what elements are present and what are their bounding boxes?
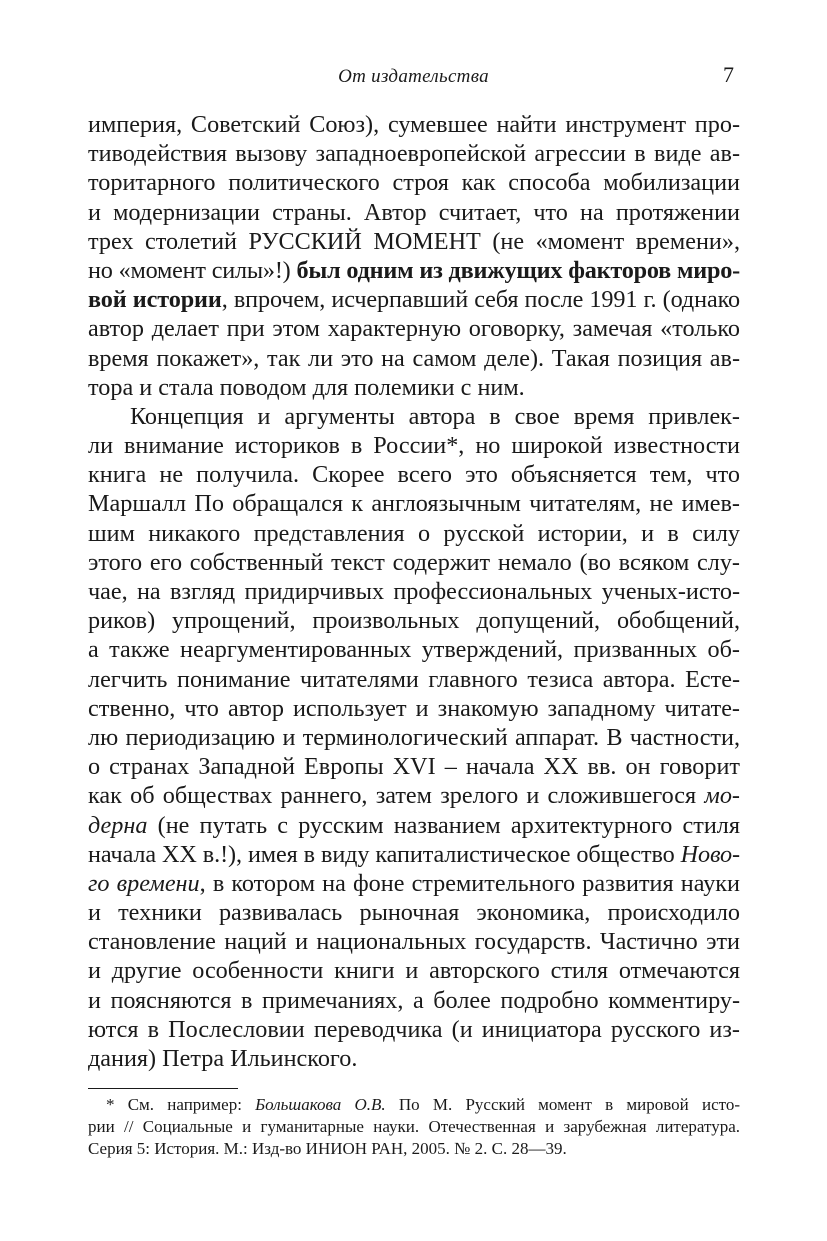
text-line: торитарного политического строя как способа мобилизации [88, 169, 740, 197]
text-line: становление наций и национальных государств. Частично эти [88, 928, 740, 956]
page-number: 7 [723, 62, 734, 87]
text-line: а также неаргументированных утверждений, призванных об- [88, 636, 740, 664]
italic-term: Ново- [680, 840, 740, 868]
text-segment: , в котором на фоне стремительного развития науки [199, 869, 740, 897]
bold-phrase: был одним из движущих факторов миро- [296, 256, 740, 284]
text-line [88, 781, 740, 810]
text-line: шим никакого представления о русской истории, и в силу [88, 519, 740, 547]
text-line: лю периодизацию и терминологический аппарат. В частности, [88, 723, 740, 751]
text-line [88, 285, 740, 314]
text-segment: (не путать с русским названием архитектурного стиля [147, 811, 740, 839]
bold-phrase: вой истории [88, 286, 222, 314]
text-segment: как об обществах раннего, затем зрелого и сложившегося [88, 782, 705, 810]
text-line: трех столетий РУССКИЙ МОМЕНТ (не «момент времени», [88, 227, 740, 255]
text-line: и модернизации страны. Автор считает, что на протяжении [88, 198, 740, 226]
italic-author: Большакова О.В. [255, 1095, 386, 1114]
running-title: От издательства [338, 66, 489, 87]
text-line: тора и стала поводом для полемики с ним. [88, 373, 525, 401]
text-segment: но «момент силы»!) [88, 256, 297, 284]
text-line: ственно, что автор использует и знакомую западному читате- [88, 694, 740, 722]
italic-term: дерна [88, 811, 148, 839]
text-line: этого его собственный текст содержит немало (во всяком слу- [88, 548, 740, 576]
text-line [88, 869, 740, 898]
text-line [88, 811, 740, 840]
text-line: и поясняются в примечаниях, а более подробно комментиру- [88, 986, 740, 1014]
text-line [88, 840, 740, 869]
italic-term: мо- [704, 782, 740, 810]
text-line: дания) Петра Ильинского. [88, 1045, 358, 1072]
text-line: риков) упрощений, произвольных допущений, обобщений, [88, 607, 740, 635]
text-line: ются в Послесловии переводчика (и инициатора русского из- [88, 1015, 740, 1043]
text-line: книга не получила. Скорее всего это объясняется тем, что [88, 461, 740, 489]
text-line: Концепция и аргументы автора в свое время привлек- [130, 402, 740, 430]
text-line: тиводействия вызову западноевропейской агрессии в виде ав- [88, 140, 740, 168]
text-line: время покажет», так ли это на самом деле). Такая позиция ав- [88, 344, 740, 372]
text-segment: По М. Русский момент в мировой исто- [385, 1095, 740, 1114]
text-line: и техники развивалась рыночная экономика, происходило [88, 899, 740, 927]
footnote-line: Серия 5: История. М.: Изд-во ИНИОН РАН, 2005. № 2. С. 28—39. [88, 1139, 567, 1158]
paragraph-2 [88, 402, 740, 1073]
text-segment: начала XX в.!), имея в виду капиталистическое общество [88, 840, 681, 868]
text-line [88, 256, 740, 285]
main-text [88, 110, 740, 1073]
text-line: чае, на взгляд придирчивых профессиональных ученых-исто- [88, 578, 740, 605]
text-line: легчить понимание читателями главного тезиса автора. Есте- [88, 665, 740, 693]
footnote-line: рии // Социальные и гуманитарные науки. Отечественная и зарубежная литература. [88, 1117, 740, 1136]
text-line: автор делает при этом характерную оговорку, замечая «только [88, 315, 740, 343]
paragraph-1 [88, 110, 740, 402]
text-line: ли внимание историков в России*, но широкой известности [88, 432, 740, 460]
text-segment: , впрочем, исчерпавший себя после 1991 г. (однако [221, 286, 741, 314]
footnote-line [88, 1094, 740, 1116]
footnote-divider [88, 1088, 238, 1089]
text-line: империя, Советский Союз), сумевшее найти инструмент про- [88, 111, 740, 138]
text-line: и другие особенности книги и авторского стиля отмечаются [88, 957, 740, 985]
text-line: Маршалл По обращался к англоязычным читателям, не имев- [88, 490, 740, 518]
text-segment: * См. например: [106, 1095, 256, 1114]
italic-term: го времени [88, 869, 200, 897]
footnote [88, 1094, 740, 1160]
text-line: о странах Западной Европы XVI – начала XX вв. он говорит [88, 753, 740, 781]
